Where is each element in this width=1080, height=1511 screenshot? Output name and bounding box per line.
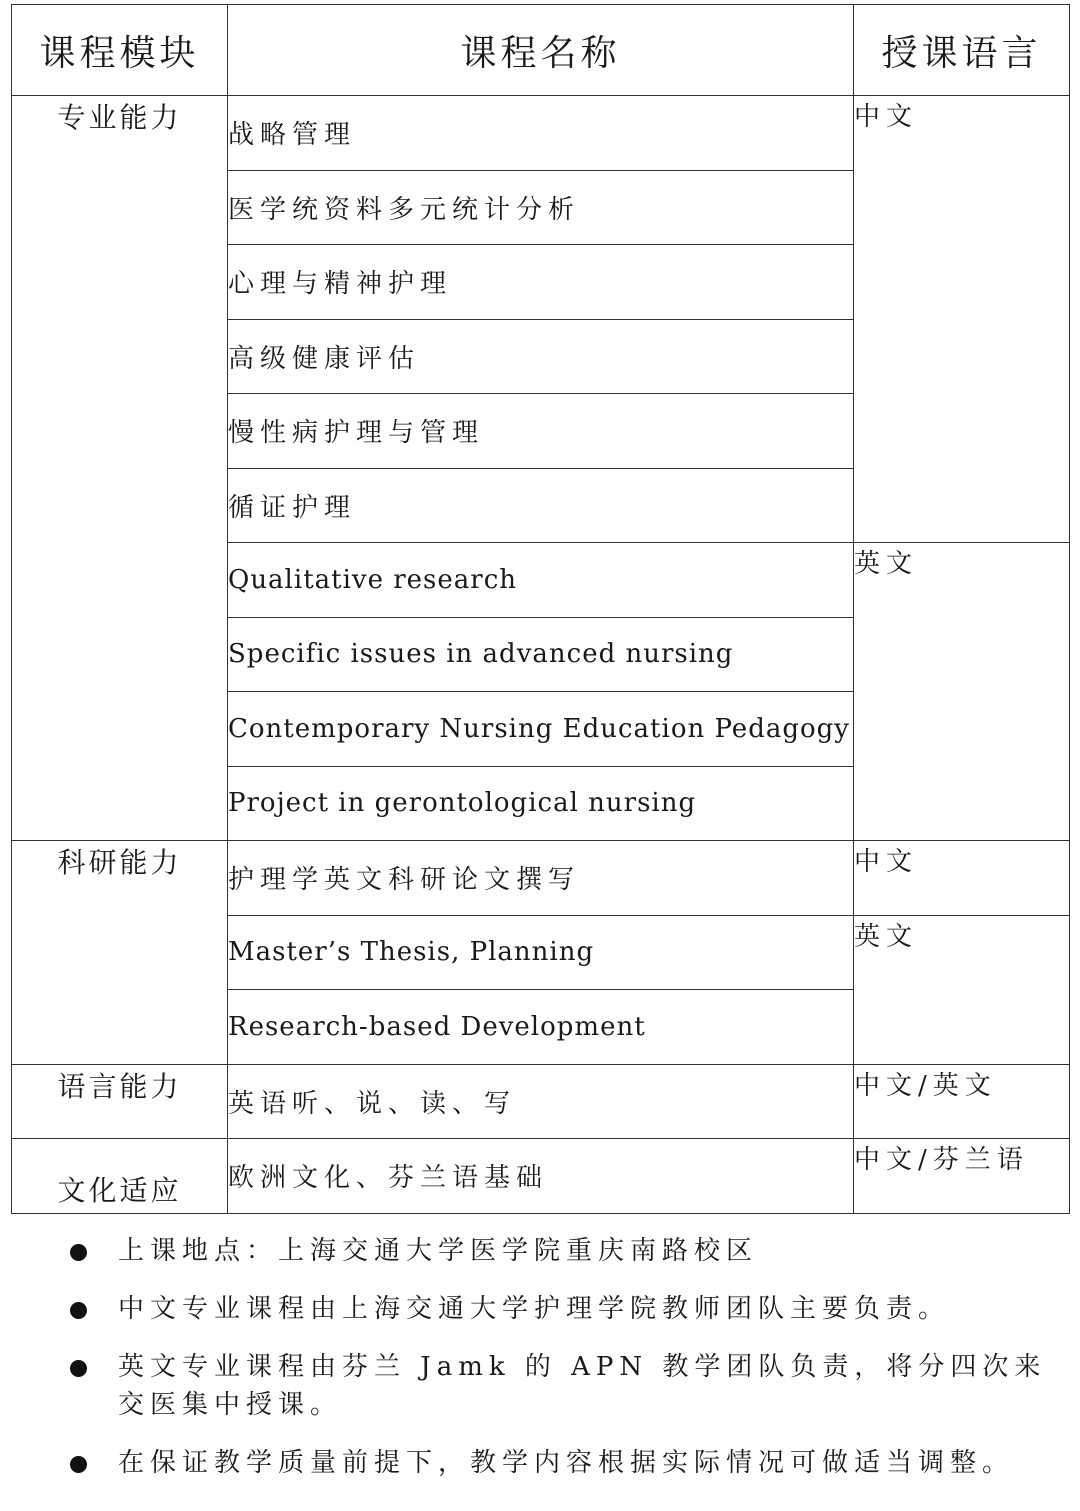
note-item: [68, 1444, 1058, 1482]
course-name: 高级健康评估: [228, 319, 854, 394]
course-name: Project in gerontological nursing: [228, 766, 854, 841]
course-name: 战略管理: [228, 96, 854, 171]
module-language: 语言能力: [12, 1064, 228, 1139]
course-name: 循证护理: [228, 468, 854, 543]
course-name: Specific issues in advanced nursing: [228, 617, 854, 692]
notes-list: [68, 1232, 1058, 1502]
note-text: 上课地点：上海交通大学医学院重庆南路校区: [118, 1236, 759, 1266]
note-text: 在保证教学质量前提下，教学内容根据实际情况可做适当调整。: [118, 1448, 1015, 1478]
header-course-name: 课程名称: [228, 5, 854, 96]
bullet-icon: [70, 1244, 87, 1261]
language-chinese-english: 中文/英文: [854, 1064, 1070, 1139]
module-professional: 专业能力: [12, 96, 228, 841]
course-name: Master’s Thesis, Planning: [228, 915, 854, 990]
course-name: 护理学英文科研论文撰写: [228, 841, 854, 916]
course-name: Qualitative research: [228, 543, 854, 618]
note-item: [68, 1232, 1058, 1270]
language-english: 英文: [854, 543, 1070, 841]
course-name: Research-based Development: [228, 990, 854, 1065]
note-item: [68, 1290, 1058, 1328]
language-chinese: 中文: [854, 96, 1070, 543]
note-item: [68, 1348, 1058, 1424]
course-name: 心理与精神护理: [228, 245, 854, 320]
course-name: 医学统资料多元统计分析: [228, 170, 854, 245]
course-name: 欧洲文化、芬兰语基础: [228, 1139, 854, 1214]
bullet-icon: [70, 1456, 87, 1473]
language-english: 英文: [854, 915, 1070, 1064]
course-table: [11, 4, 1070, 1214]
language-chinese: 中文: [854, 841, 1070, 916]
header-language: 授课语言: [854, 5, 1070, 96]
module-research: 科研能力: [12, 841, 228, 1065]
course-name: 慢性病护理与管理: [228, 394, 854, 469]
header-module: 课程模块: [12, 5, 228, 96]
bullet-icon: [70, 1360, 87, 1377]
module-culture: 文化适应: [12, 1139, 228, 1214]
bullet-icon: [70, 1302, 87, 1319]
language-chinese-finnish: 中文/芬兰语: [854, 1139, 1070, 1214]
course-name: Contemporary Nursing Education Pedagogy: [228, 692, 854, 767]
course-name: 英语听、说、读、写: [228, 1064, 854, 1139]
note-text: 英文专业课程由芬兰 Jamk 的 APN 教学团队负责，将分四次来交医集中授课。: [118, 1352, 1047, 1420]
note-text: 中文专业课程由上海交通大学护理学院教师团队主要负责。: [118, 1294, 951, 1324]
